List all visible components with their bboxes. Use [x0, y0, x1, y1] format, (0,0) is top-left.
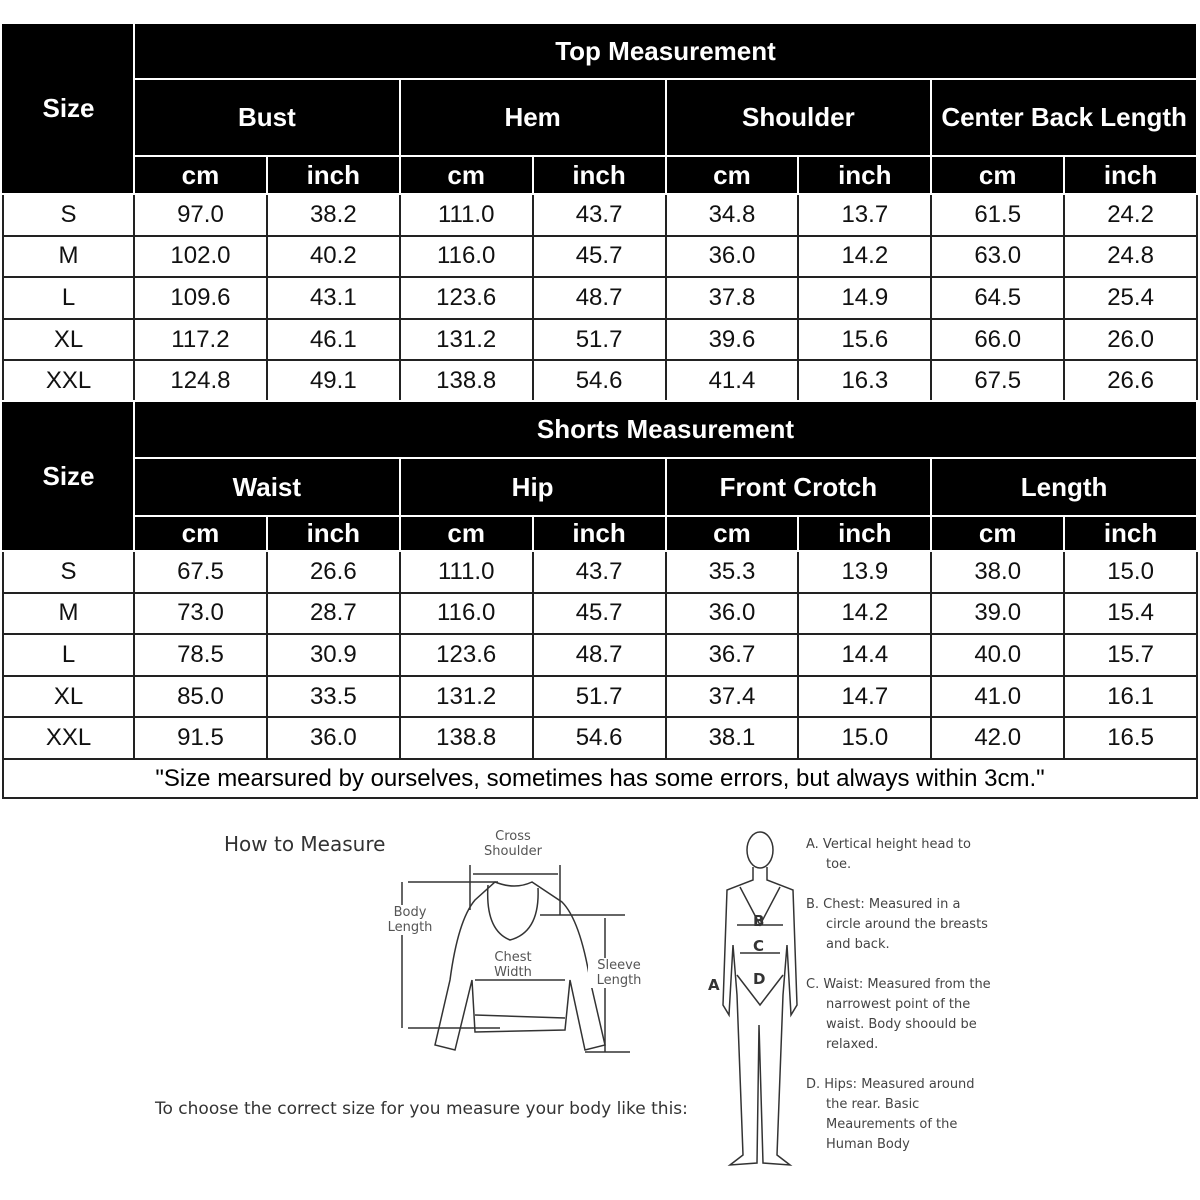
value-cell: 64.5	[931, 277, 1064, 319]
value-cell: 26.6	[1064, 360, 1197, 402]
value-cell: 67.5	[931, 360, 1064, 402]
marker-a: A	[708, 976, 720, 994]
size-cell: XXL	[3, 717, 134, 759]
unit-header: inch	[267, 516, 400, 551]
value-cell: 42.0	[931, 717, 1064, 759]
value-cell: 124.8	[134, 360, 267, 402]
shorts-measurement-table	[2, 400, 1198, 760]
table-row	[3, 551, 1197, 593]
unit-header: inch	[798, 516, 931, 551]
value-cell: 45.7	[533, 593, 666, 635]
value-cell: 16.1	[1064, 676, 1197, 718]
value-cell: 14.4	[798, 634, 931, 676]
value-cell: 117.2	[134, 319, 267, 361]
group-header: Shoulder	[666, 79, 932, 156]
group-header: Hem	[400, 79, 666, 156]
size-cell: L	[3, 277, 134, 319]
size-cell: XL	[3, 676, 134, 718]
value-cell: 38.0	[931, 551, 1064, 593]
value-cell: 14.9	[798, 277, 931, 319]
value-cell: 24.8	[1064, 236, 1197, 278]
unit-header: cm	[666, 516, 799, 551]
value-cell: 16.5	[1064, 717, 1197, 759]
table-row	[3, 593, 1197, 635]
value-cell: 111.0	[400, 194, 533, 236]
table-row	[3, 634, 1197, 676]
value-cell: 116.0	[400, 593, 533, 635]
size-cell: M	[3, 236, 134, 278]
description-c: C. Waist: Measured from the narrowest point of the waist. Body shoould be relaxed.	[806, 977, 991, 1052]
table-title: Shorts Measurement	[134, 401, 1197, 458]
size-cell: M	[3, 593, 134, 635]
value-cell: 15.6	[798, 319, 931, 361]
unit-header: inch	[1064, 156, 1197, 194]
group-header: Waist	[134, 458, 400, 516]
table-title: Top Measurement	[134, 23, 1197, 79]
value-cell: 43.7	[533, 194, 666, 236]
size-header: Size	[3, 401, 134, 551]
group-header: Front Crotch	[666, 458, 932, 516]
marker-b: B	[753, 912, 765, 930]
unit-header: inch	[533, 156, 666, 194]
value-cell: 131.2	[400, 319, 533, 361]
title-row	[3, 23, 1197, 79]
unit-header: inch	[798, 156, 931, 194]
value-cell: 51.7	[533, 319, 666, 361]
value-cell: 66.0	[931, 319, 1064, 361]
value-cell: 33.5	[267, 676, 400, 718]
how-to-measure-title: How to Measure	[224, 832, 386, 856]
value-cell: 111.0	[400, 551, 533, 593]
cross-shoulder-label: Cross Shoulder	[484, 829, 542, 859]
measurement-note: "Size mearsured by ourselves, sometimes has some errors, but always within 3cm."	[2, 758, 1198, 799]
value-cell: 40.2	[267, 236, 400, 278]
table-row	[3, 360, 1197, 402]
value-cell: 28.7	[267, 593, 400, 635]
unit-header: cm	[666, 156, 799, 194]
value-cell: 13.9	[798, 551, 931, 593]
table-row	[3, 319, 1197, 361]
value-cell: 138.8	[400, 717, 533, 759]
value-cell: 26.0	[1064, 319, 1197, 361]
value-cell: 36.0	[666, 593, 799, 635]
size-header: Size	[3, 23, 134, 194]
value-cell: 138.8	[400, 360, 533, 402]
top-measurement-table	[2, 22, 1198, 403]
value-cell: 46.1	[267, 319, 400, 361]
table-row	[3, 194, 1197, 236]
value-cell: 67.5	[134, 551, 267, 593]
value-cell: 78.5	[134, 634, 267, 676]
value-cell: 85.0	[134, 676, 267, 718]
group-header: Length	[931, 458, 1197, 516]
value-cell: 43.1	[267, 277, 400, 319]
value-cell: 34.8	[666, 194, 799, 236]
unit-header: cm	[400, 516, 533, 551]
value-cell: 102.0	[134, 236, 267, 278]
description-d: D. Hips: Measured around the rear. Basic Meaurements of the Human Body	[806, 1077, 975, 1152]
value-cell: 36.0	[666, 236, 799, 278]
value-cell: 39.0	[931, 593, 1064, 635]
value-cell: 15.0	[798, 717, 931, 759]
table-row	[3, 236, 1197, 278]
measure-descriptions	[806, 835, 996, 1155]
value-cell: 116.0	[400, 236, 533, 278]
value-cell: 30.9	[267, 634, 400, 676]
value-cell: 54.6	[533, 360, 666, 402]
value-cell: 35.3	[666, 551, 799, 593]
size-cell: S	[3, 551, 134, 593]
table-row	[3, 277, 1197, 319]
value-cell: 43.7	[533, 551, 666, 593]
group-header: Center Back Length	[931, 79, 1197, 156]
group-header-row	[3, 79, 1197, 156]
description-b: B. Chest: Measured in a circle around the breasts and back.	[806, 897, 988, 952]
table-row	[3, 717, 1197, 759]
unit-header: inch	[1064, 516, 1197, 551]
unit-header: cm	[400, 156, 533, 194]
unit-header-row	[3, 156, 1197, 194]
value-cell: 41.4	[666, 360, 799, 402]
value-cell: 14.2	[798, 593, 931, 635]
chest-width-label: Chest Width	[494, 950, 532, 980]
unit-header: inch	[533, 516, 666, 551]
group-header-row	[3, 458, 1197, 516]
value-cell: 63.0	[931, 236, 1064, 278]
unit-header: cm	[134, 516, 267, 551]
size-cell: XL	[3, 319, 134, 361]
unit-header: cm	[931, 516, 1064, 551]
description-a: A. Vertical height head to toe.	[806, 837, 971, 872]
value-cell: 61.5	[931, 194, 1064, 236]
value-cell: 51.7	[533, 676, 666, 718]
group-header: Hip	[400, 458, 666, 516]
value-cell: 73.0	[134, 593, 267, 635]
value-cell: 38.1	[666, 717, 799, 759]
body-length-label: Body Length	[380, 905, 440, 935]
value-cell: 39.6	[666, 319, 799, 361]
unit-header: inch	[267, 156, 400, 194]
unit-header: cm	[134, 156, 267, 194]
value-cell: 41.0	[931, 676, 1064, 718]
value-cell: 16.3	[798, 360, 931, 402]
value-cell: 131.2	[400, 676, 533, 718]
value-cell: 36.0	[267, 717, 400, 759]
value-cell: 54.6	[533, 717, 666, 759]
value-cell: 40.0	[931, 634, 1064, 676]
sleeve-length-label: Sleeve Length	[588, 958, 650, 988]
group-header: Bust	[134, 79, 400, 156]
value-cell: 24.2	[1064, 194, 1197, 236]
value-cell: 109.6	[134, 277, 267, 319]
value-cell: 15.0	[1064, 551, 1197, 593]
value-cell: 38.2	[267, 194, 400, 236]
value-cell: 91.5	[134, 717, 267, 759]
measure-instruction: To choose the correct size for you measure your body like this:	[155, 1099, 688, 1119]
value-cell: 49.1	[267, 360, 400, 402]
unit-header: cm	[931, 156, 1064, 194]
value-cell: 26.6	[267, 551, 400, 593]
marker-d: D	[753, 970, 766, 988]
body-figure-diagram	[715, 825, 805, 1180]
value-cell: 14.2	[798, 236, 931, 278]
value-cell: 37.8	[666, 277, 799, 319]
value-cell: 123.6	[400, 277, 533, 319]
value-cell: 48.7	[533, 277, 666, 319]
value-cell: 13.7	[798, 194, 931, 236]
size-cell: L	[3, 634, 134, 676]
value-cell: 37.4	[666, 676, 799, 718]
value-cell: 48.7	[533, 634, 666, 676]
value-cell: 14.7	[798, 676, 931, 718]
value-cell: 15.4	[1064, 593, 1197, 635]
table-row	[3, 676, 1197, 718]
value-cell: 25.4	[1064, 277, 1197, 319]
unit-header-row	[3, 516, 1197, 551]
value-cell: 36.7	[666, 634, 799, 676]
marker-c: C	[753, 937, 765, 955]
value-cell: 97.0	[134, 194, 267, 236]
value-cell: 123.6	[400, 634, 533, 676]
value-cell: 15.7	[1064, 634, 1197, 676]
size-cell: S	[3, 194, 134, 236]
size-cell: XXL	[3, 360, 134, 402]
value-cell: 45.7	[533, 236, 666, 278]
title-row	[3, 401, 1197, 458]
